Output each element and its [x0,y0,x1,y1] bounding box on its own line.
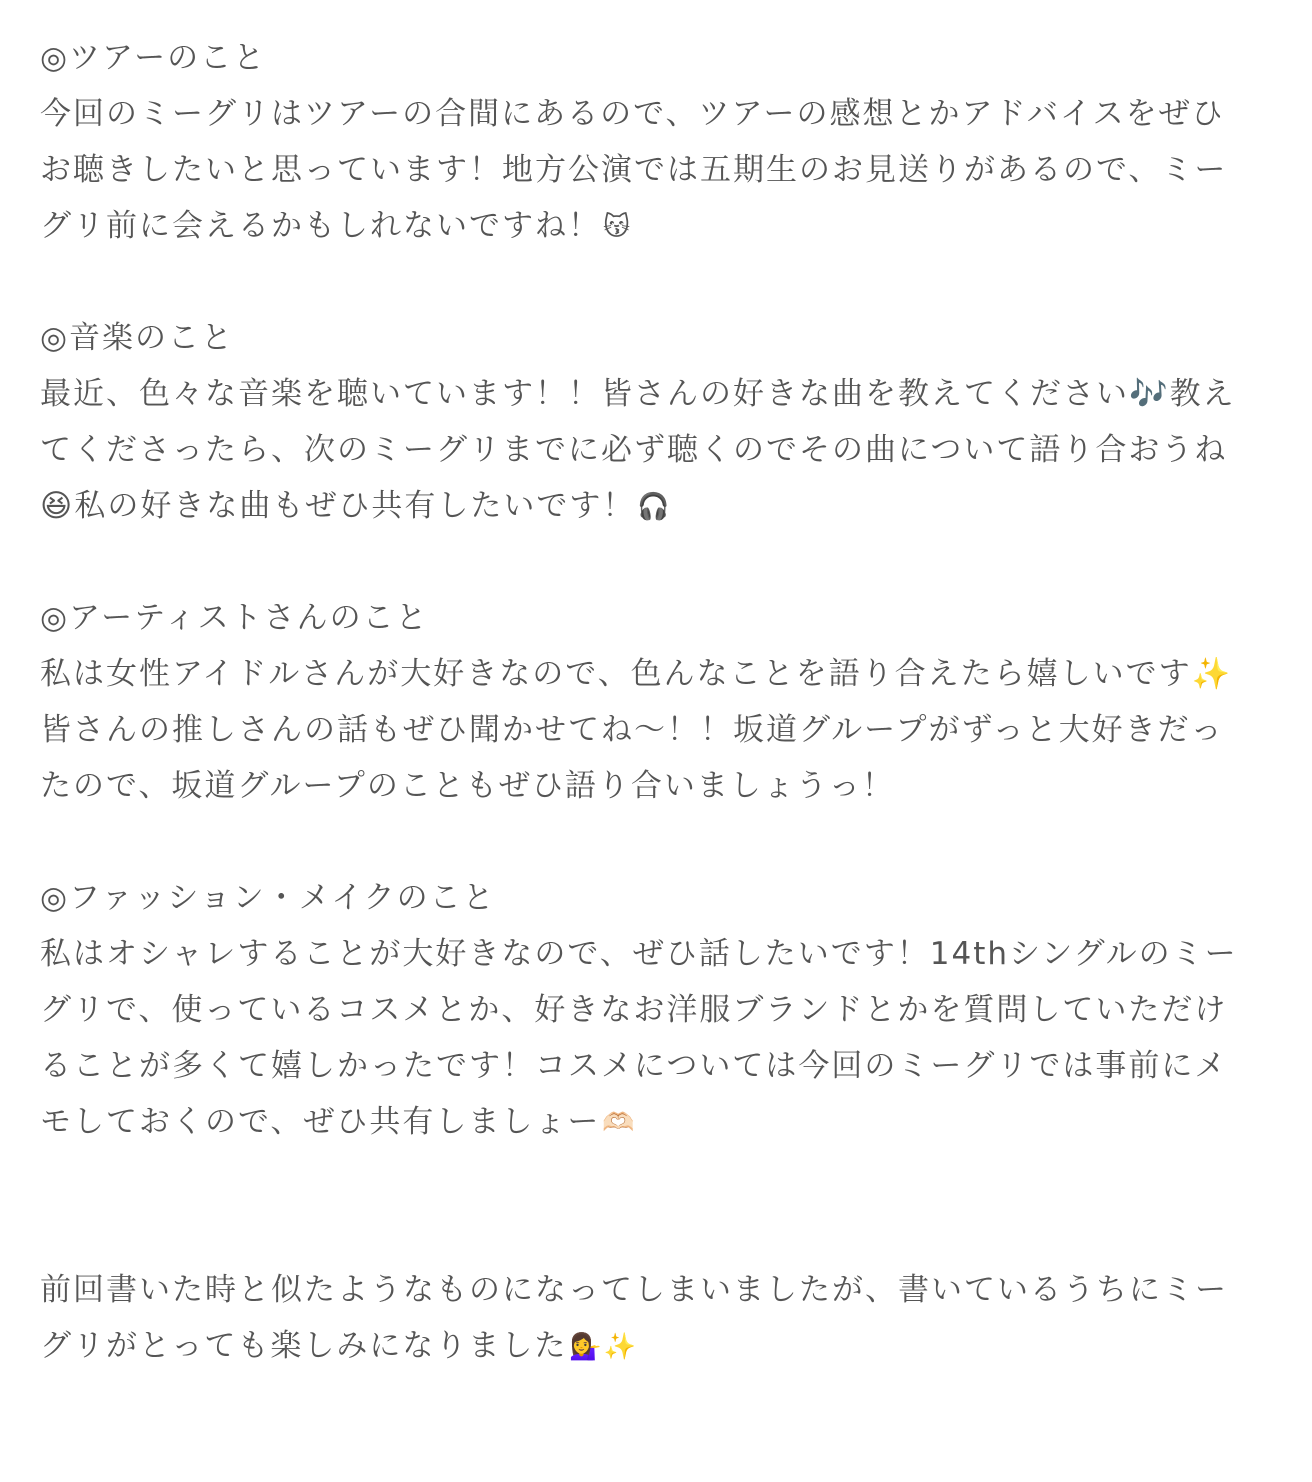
section-music [40,310,1265,534]
section-heading: ◎ツアーのこと [40,40,267,76]
paragraph-line: 今回のミーグリはツアーの合間にあるので、ツアーの感想とかアドバイスをぜひ [40,96,1225,132]
kissing-cat-emoji-icon: 😽 [603,212,633,242]
section-heading: ◎アーティストさんのこと [40,600,429,636]
paragraph-line: お聴きしたいと思っています！地方公演では五期生のお見送りがあるので、ミー [40,152,1228,188]
paragraph-line: 前回書いた時と似たようなものになってしまいましたが、書いているうちにミー [40,1272,1228,1308]
paragraph-line: たので、坂道グループのこともぜひ語り合いましょうっ！ [40,768,895,804]
paragraph-line: 皆さんの推しさんの話もぜひ聞かせてね〜！！坂道グループがずっと大好きだっ [40,712,1224,748]
section-heading: ◎ファッション・メイクのこと [40,880,496,916]
section-tour [40,30,1265,254]
paragraph-line: 私は女性アイドルさんが大好きなので、色んなことを語り合えたら嬉しいです✨ [40,656,1233,692]
paragraph-line [40,478,1265,534]
paragraph-line: 最近、色々な音楽を聴いています！！皆さんの好きな曲を教えてください🎶教え [40,376,1236,412]
tipping-hand-sparkles-emoji-icon: 💁‍♀️✨ [569,1332,639,1362]
paragraph-spacer [40,1150,1265,1262]
paragraph-spacer [40,534,1265,590]
paragraph-text: グリがとっても楽しみになりました [40,1328,568,1364]
closing-paragraph [40,1262,1265,1374]
article-body [40,30,1265,1374]
paragraph-spacer [40,814,1265,870]
paragraph-spacer [40,254,1265,310]
paragraph-line: 私はオシャレすることが大好きなので、ぜひ話したいです！14thシングルのミー [40,936,1238,972]
heart-hands-emoji-icon: 🫶🏻 [602,1108,637,1138]
paragraph-line [40,1318,1265,1374]
paragraph-line: てくださったら、次のミーグリまでに必ず聴くのでその曲について語り合おうね [40,432,1228,468]
paragraph-line: ることが多くて嬉しかったです！コスメについては今回のミーグリでは事前にメ [40,1048,1228,1084]
paragraph-line: グリで、使っているコスメとか、好きなお洋服ブランドとかを質問していただけ [40,992,1228,1028]
headphones-emoji-icon: 🎧 [637,492,672,522]
section-fashion-makeup [40,870,1265,1150]
paragraph-line [40,1094,1265,1150]
paragraph-line [40,198,1265,254]
section-artist [40,590,1265,814]
paragraph-text: グリ前に会えるかもしれないですね！ [40,208,601,244]
paragraph-text: モしておくので、ぜひ共有しましょー [40,1104,601,1140]
paragraph-text: 😆私の好きな曲もぜひ共有したいです！ [40,488,636,524]
section-heading: ◎音楽のこと [40,320,235,356]
